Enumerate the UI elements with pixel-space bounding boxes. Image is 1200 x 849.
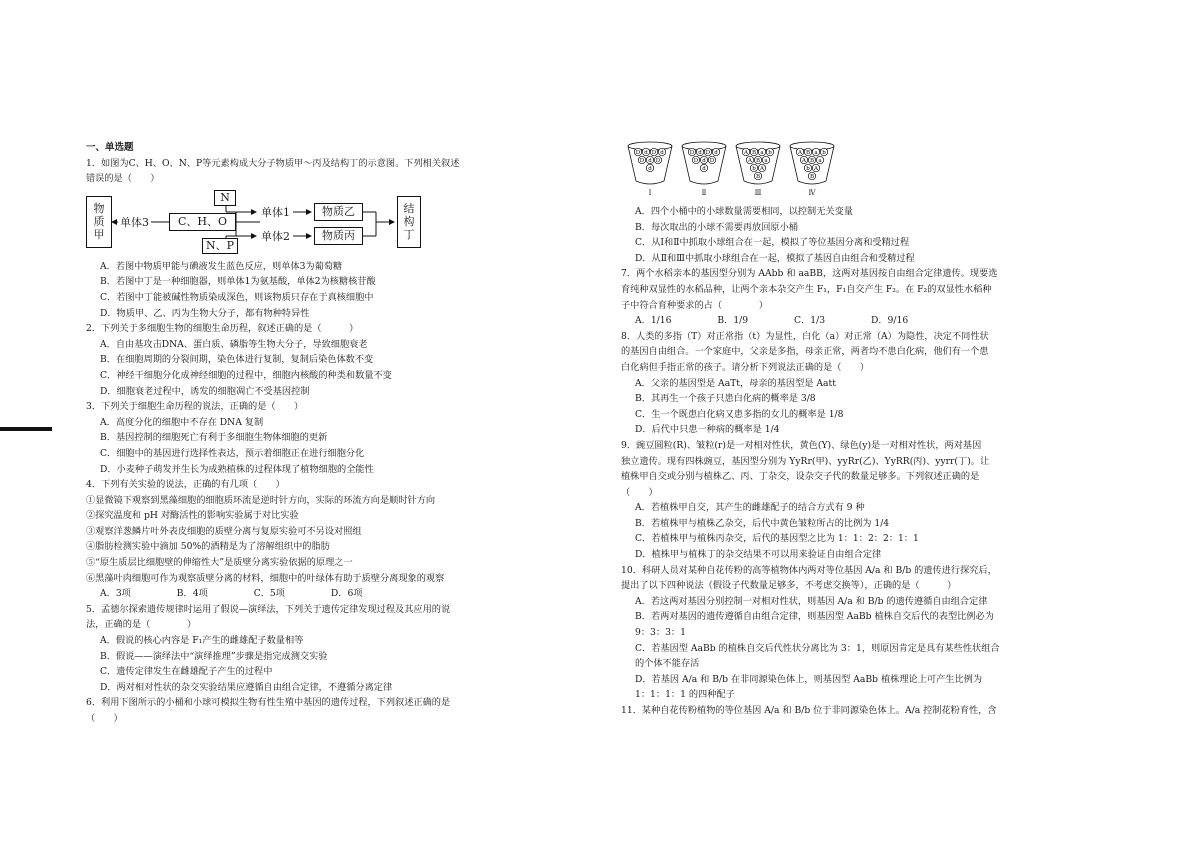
ball-letter: d (648, 158, 652, 165)
ball-letter: D (693, 158, 699, 165)
left-option-line: A．高度分化的细胞中不存在 DNA 复制 (100, 416, 264, 428)
right-option-line: D．若基因 A/a 和 B/b 在非同源染色体上，则基因型 AaBb 植株理论上可产生比例为 (635, 673, 983, 685)
section-title: 一、单选题 (86, 142, 134, 153)
ball-letter: A (814, 166, 818, 173)
left-option-line: A．假说的核心内容是 F₁产生的雌雄配子数量相等 (100, 635, 304, 647)
box-substance-jia: 物 质 甲 (86, 196, 112, 248)
right-option-line: C．若基因型 AaBb 的植株自交后代性状分离比为 3：1，则原因肯定是具有某些性状组合 (635, 642, 1000, 654)
ball-letter: B (755, 158, 761, 165)
ball-letter: D (709, 158, 715, 165)
right-stem-line: 子中符合育种要求的占（ ） (621, 299, 768, 311)
ball-letter: A (748, 158, 752, 165)
ball-letter: b (752, 166, 756, 173)
left-stem-line: ⑤“原生质层比细胞壁的伸缩性大”是质壁分离实验依据的原理之一 (86, 557, 353, 569)
label-monomer-2: 单体2 (261, 229, 290, 243)
label-monomer-1: 单体1 (261, 205, 290, 219)
ball-letter: B (755, 174, 761, 181)
ball-letter: A (798, 150, 802, 157)
question-1-stem-line-2: 错误的是（ ） (86, 173, 160, 185)
left-stem-line: ④脂肪检测实验中滴加 50%的酒精是为了溶解组织中的脂肪 (86, 541, 330, 553)
left-stem-line: 法，正确的是（ ） (86, 619, 197, 631)
right-option-line: 9：3：3：1 (635, 627, 686, 639)
left-option-line: B．假说——演绎法中“演绎推理”步骤是指完成测交实验 (100, 650, 328, 662)
box-substance-bing: 物质丙 (314, 227, 363, 245)
right-stem-line: 独立遗传。现有四株豌豆，基因型分别为 YyRr(甲)、yyRr(乙)、YyRR(丙)、yyrr(丁)。让 (621, 455, 990, 467)
question-1-stem-line-1: 1．如图为C、H、O、N、P等元素构成大分子物质甲～丙及结构丁的示意图。下列相关叙述 (86, 157, 460, 169)
ball-letter: d (714, 150, 718, 157)
box-structure-ding: 结 构 丁 (397, 196, 421, 248)
ball-letter: d (702, 166, 706, 173)
left-stem-line: 4．下列有关实验的说法，正确的有几项（ ） (86, 479, 285, 491)
ball-letter: D (655, 158, 661, 165)
ball-letter: a (818, 158, 822, 165)
left-column (86, 140, 598, 727)
right-option-line: D．后代中只患一种病的概率是 1/4 (635, 424, 780, 436)
right-stem-line: 9．豌豆圆粒(R)、皱粒(r)是一对相对性状，黄色(Y)、绿色(y)是一对相对性状，两对基因 (621, 439, 982, 451)
left-option-line: C．遗传定律发生在雌雄配子产生的过程中 (100, 666, 273, 678)
left-stem-line: ③观察洋葱鳞片叶外表皮细胞的质壁分离与复原实验可不另设对照组 (86, 525, 362, 537)
bucket-label: Ⅲ (754, 189, 762, 197)
bucket-shape (734, 141, 782, 187)
right-option-line: B．若植株甲与植株乙杂交，后代中黄色皱粒所占的比例为 1/4 (635, 517, 890, 529)
ball-letter: A (744, 150, 748, 157)
ball-letter: d (644, 150, 648, 157)
ball-letter: D (635, 150, 641, 157)
left-option-line: B．基因控制的细胞死亡有利于多细胞生物体细胞的更新 (100, 432, 328, 444)
left-option-line: A．自由基攻击DNA、蛋白质、磷脂等生物大分子，导致细胞衰老 (100, 338, 368, 350)
ball-letter: D (639, 158, 645, 165)
right-stem-line: 植株甲自交或分别与植株乙、丙、丁杂交，设杂交子代的数量足够多。下列叙述正确的是 (621, 471, 980, 483)
ball-letter: d (702, 158, 706, 165)
right-option-line: C．若植株甲与植株丙杂交，后代的基因型之比为 1：1：2：2：1：1 (635, 533, 919, 545)
bucket-label: Ⅱ (701, 189, 707, 197)
ball-letter: D (705, 150, 711, 157)
right-option-line: 的个体不能存活 (635, 658, 700, 670)
bucket-label: Ⅳ (808, 189, 816, 197)
left-option-line: A．若图中物质甲能与碘液发生蓝色反应，则单体3为葡萄糖 (100, 260, 343, 272)
left-option-line: B．在细胞周期的分裂间期，染色体进行复制，复制后染色体数不变 (100, 354, 374, 366)
right-option-line: D．植株甲与植株丁的杂交结果不可以用来验证自由组合定律 (635, 549, 882, 561)
bucket-3 (734, 141, 782, 199)
right-stem-line: 的基因自由组合。一个家庭中，父亲是多指，母亲正常，两者均不患白化病，他们有一个患 (621, 346, 989, 358)
ball-letter: d (660, 150, 664, 157)
bucket-4 (788, 141, 836, 199)
ball-letter: b (806, 166, 810, 173)
left-stem-line: ①显微镜下观察到黑藻细胞的细胞质环流是逆时针方向，实际的环流方向是顺时针方向 (86, 494, 436, 506)
left-stem-line: 6．利用下图所示的小桶和小球可模拟生物有性生殖中基因的遗传过程，下列叙述正确的是 (86, 697, 451, 709)
bucket-shape (680, 141, 728, 187)
right-option-line: C．从Ⅰ和Ⅱ中抓取小球组合在一起，模拟了等位基因分离和受精过程 (635, 237, 910, 249)
right-option-line: B．其再生一个孩子只患白化病的概率是 3/8 (635, 393, 816, 405)
left-stem-line: 2．下列关于多细胞生物的细胞生命历程，叙述正确的是（ ） (86, 323, 359, 335)
right-option-line: A．若植株甲自交，其产生的雌雄配子的结合方式有 9 种 (635, 502, 865, 514)
right-option-line: A．四个小桶中的小球数量需要相同，以控制无关变量 (635, 206, 853, 217)
ball-letter: D (651, 150, 657, 157)
ball-letter: D (689, 150, 695, 157)
right-option-line: D．从Ⅱ和Ⅲ中抓取小球组合在一起，模拟了基因自由组合和受精过程 (635, 252, 915, 264)
ball-letter: d (648, 166, 652, 173)
left-stem-line: （ ） (86, 713, 123, 724)
bucket-2 (680, 141, 728, 199)
left-option-line: D．两对相对性状的杂交实验结果应遵循自由组合定律，不遵循分离定律 (100, 681, 393, 693)
right-option-line: B．每次取出的小球不需要再放回原小桶 (635, 221, 798, 233)
bucket-1 (626, 141, 674, 199)
bucket-shape (788, 141, 836, 187)
right-option-line: B．若两对基因的遗传遵循自由组合定律，则基因型 AaBb 植株自交后代的表型比例必为 (635, 611, 994, 623)
right-stem-line: 10．科研人员对某种自花传粉的高等植物体内两对等位基因 A/a 和 B/b 的遗传进行探究后， (621, 564, 997, 576)
ball-letter: b (768, 150, 772, 157)
left-option-line: C．细胞中的基因进行选择性表达，预示着细胞正在进行细胞分化 (100, 447, 365, 459)
molecule-structure-diagram (86, 190, 426, 254)
ball-letter: A (802, 158, 806, 165)
ball-letter: A (760, 166, 764, 173)
right-option-line: A．父亲的基因型是 AaTt，母亲的基因型是 Aatt (635, 377, 836, 389)
right-stem-line: （ ） (621, 486, 658, 498)
ball-letter: a (760, 150, 764, 157)
right-stem-line: 育纯种双显性的水稻品种，让两个亲本杂交产生 F₁，F₁自交产生 F₂。在 F₂的双显性水稻种 (621, 283, 992, 295)
ball-letter: B (805, 150, 811, 157)
margin-bar (0, 427, 52, 431)
label-monomer-3: 单体3 (120, 215, 149, 229)
right-stem-line: 7．两个水稻亲本的基因型分别为 AAbb 和 aaBB，这两对基因按自由组合定律遗传。现要选 (621, 268, 998, 280)
right-option-line: C．生一个既患白化病又患多指的女儿的概率是 1/8 (635, 408, 844, 420)
left-option-line: C．若图中丁能被碱性物质染成深色，则该物质只存在于真核细胞中 (100, 291, 374, 303)
left-option-line: B．若图中丁是一种细胞器，则单体1为氨基酸，单体2为核糖核苷酸 (100, 276, 376, 288)
left-option-line: C．神经干细胞分化成神经细胞的过程中，细胞内核酸的种类和数量不变 (100, 369, 392, 381)
ball-letter: b (822, 150, 826, 157)
right-stem-line: 白化病但手指正常的孩子。请分析下列说法正确的是（ ） (621, 361, 870, 373)
ball-letter: a (814, 150, 818, 157)
ball-letter: B (751, 150, 757, 157)
left-question-body (86, 259, 598, 727)
left-option-line: A．3项 B．4项 C．5项 D．6项 (100, 588, 363, 600)
bucket-figure (626, 141, 846, 201)
ball-letter: B (809, 158, 815, 165)
right-option-line: A．1/16 B．1/9 C．1/3 D．9/16 (635, 315, 909, 327)
bucket-label: Ⅰ (648, 189, 652, 197)
ball-letter: d (698, 150, 702, 157)
box-chon: C、H、O (169, 213, 236, 231)
right-question-body (621, 204, 1033, 719)
right-column (621, 204, 1033, 719)
ball-letter: B (809, 174, 815, 181)
ball-letter: a (764, 158, 768, 165)
right-stem-line: 提出了以下四种说法（假设子代数量足够多，不考虑交换等），正确的是（ ） (621, 580, 957, 592)
right-option-line: A．若这两对基因分别控制一对相对性状，则基因 A/a 和 B/b 的遗传遵循自由组合定律 (635, 595, 988, 607)
box-np: N、P (202, 238, 238, 254)
left-stem-line: ⑥黑藻叶肉细胞可作为观察质壁分离的材料，细胞中的叶绿体有助于质壁分离现象的观察 (86, 572, 445, 584)
box-substance-yi: 物质乙 (314, 203, 363, 221)
left-option-line: D．细胞衰老过程中，诱发的细胞凋亡不受基因控制 (100, 385, 310, 397)
right-stem-line: 8．人类的多指（T）对正常指（t）为显性，白化（a）对正常（A）为隐性，决定不同性状 (621, 330, 989, 342)
left-option-line: D．物质甲、乙、丙为生物大分子，都有物种特异性 (100, 307, 310, 319)
left-stem-line: 3．下列关于细胞生命历程的说法，正确的是（ ） (86, 401, 304, 413)
right-stem-line: 11．某种自花传粉植物的等位基因 A/a 和 B/b 位于非同源染色体上。A/a 控制花粉育性，含 (621, 705, 997, 716)
left-stem-line: 5．孟德尔探索遗传规律时运用了假说—演绎法，下列关于遗传定律发现过程及其应用的说 (86, 603, 451, 615)
box-n: N (214, 190, 236, 206)
right-option-line: 1：1：1：1 的四种配子 (635, 689, 735, 701)
left-option-line: D．小麦种子萌发并生长为成熟植株的过程体现了植物细胞的全能性 (100, 463, 374, 475)
left-stem-line: ②探究温度和 pH 对酶活性的影响实验属于对比实验 (86, 510, 299, 522)
bucket-shape (626, 141, 674, 187)
